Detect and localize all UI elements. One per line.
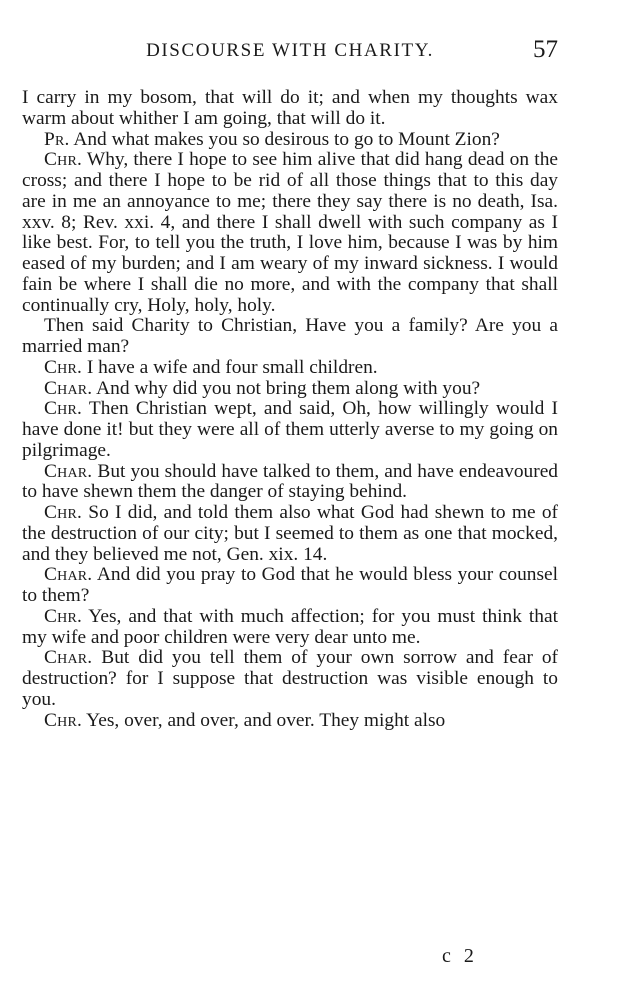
paragraph [22, 711, 558, 732]
speaker-label: Chr. [44, 149, 83, 171]
paragraph-text: And did you pray to God that he would bless your counsel to them? [22, 564, 558, 606]
speaker-label: Chr. [44, 709, 83, 731]
paragraph [22, 607, 558, 649]
paragraph-text: I carry in my bosom, that will do it; and when my thoughts wax warm about whither I am going, that will do it. [22, 87, 558, 129]
paragraph [22, 565, 558, 607]
paragraph [22, 379, 558, 400]
paragraph [22, 462, 558, 504]
speaker-label: Char. [44, 564, 93, 586]
speaker-label: Chr. [44, 605, 83, 627]
paragraph [22, 130, 558, 151]
paragraph [22, 358, 558, 379]
paragraph [22, 316, 558, 358]
speaker-label: Char. [44, 377, 93, 399]
speaker-label: Chr. [44, 398, 83, 420]
paragraph-text: So I did, and told them also what God had shewn to me of the destruction of our city; but I seemed to them as one that mocked, and they believed me not, Gen. xix. 14. [22, 502, 558, 565]
page-number: 57 [533, 36, 558, 63]
speaker-label: Char. [44, 647, 93, 669]
speaker-label: Pr. [44, 128, 70, 150]
paragraph-text: Then said Charity to Christian, Have you a family? Are you a married man? [22, 315, 558, 357]
paragraph-text: Why, there I hope to see him alive that did hang dead on the cross; and there I hope to be rid of all those things that to this day are in me an annoyance to me; there they say there is no death, Isa. xxv. 8; Rev. xxi. 4, and there I shall dwell with such company as I like best. For, to tell you the truth, I love him, because I was by him eased of my burden; and I am weary of my inward sickness. I would fain be where I shall die no more, and with the company that shall continually cry, Holy, holy, holy. [22, 149, 558, 316]
paragraph [22, 88, 558, 130]
paragraph-text: But you should have talked to them, and have endeavoured to have shewn them the danger of staying behind. [22, 460, 558, 503]
paragraph [22, 503, 558, 565]
paragraph-text: Yes, over, and over, and over. They might also [82, 709, 446, 731]
paragraph-text: But did you tell them of your own sorrow and fear of destruction? for I suppose that destruction was visible enough to you. [22, 647, 558, 710]
paragraph-text: And why did you not bring them along with you? [92, 377, 481, 399]
paragraph [22, 648, 558, 710]
paragraph [22, 150, 558, 316]
paragraph-text: Then Christian wept, and said, Oh, how willingly would I have done it! but they were all of them utterly averse to my going on pilgrimage. [22, 398, 558, 461]
speaker-label: Chr. [44, 356, 83, 378]
page-header [22, 36, 558, 68]
running-head: DISCOURSE WITH CHARITY. [146, 40, 434, 61]
paragraph-text: I have a wife and four small children. [82, 356, 378, 378]
speaker-label: Chr. [44, 502, 83, 523]
paragraph-text: And what makes you so desirous to go to Mount Zion? [69, 128, 500, 150]
body-text [22, 88, 558, 731]
signature-mark: c 2 [442, 945, 478, 967]
speaker-label: Char. [44, 460, 93, 482]
paragraph-text: Yes, and that with much affection; for you must think that my wife and poor children were very dear unto me. [22, 605, 558, 648]
paragraph [22, 399, 558, 461]
